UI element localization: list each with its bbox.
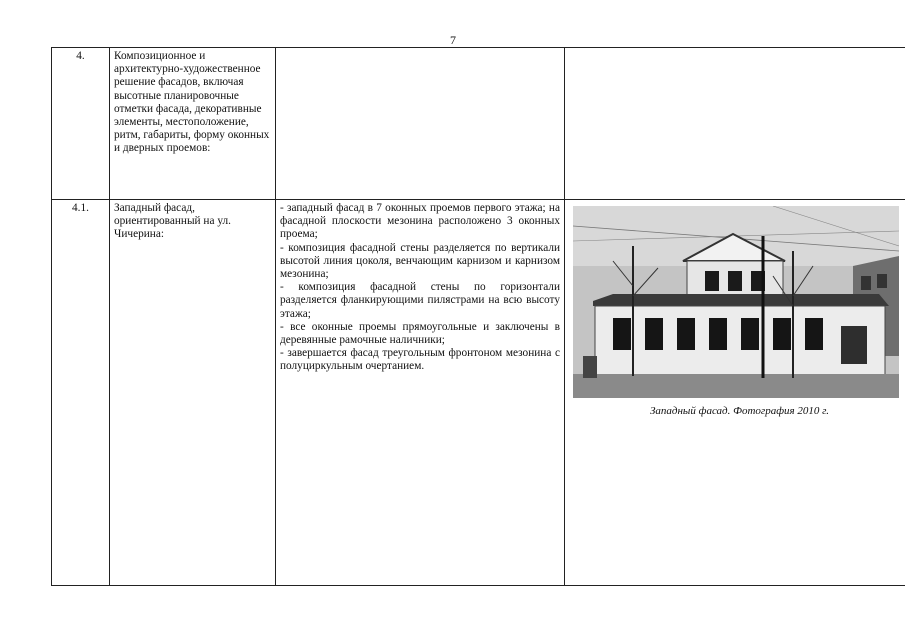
row-name: Западный фасад, ориентированный на ул. Чичерина: xyxy=(110,200,276,586)
row-name: Композиционное и архитектурно-художественное решение фасадов, включая высотные планировочные отметки фасада, декоративные элементы, местоположение, ритм, габариты, форму оконных и дверных проемов: xyxy=(110,48,276,200)
description-line: - композиция фасадной стены по горизонтали разделяется фланкирующими пилястрами на всю высоту этажа; xyxy=(280,281,560,320)
description-line: - все оконные проемы прямоугольные и заключены в деревянные рамочные наличники; xyxy=(280,320,560,347)
facade-photo-drawing xyxy=(573,206,899,398)
row-description xyxy=(276,48,565,200)
description-line: - композиция фасадной стены разделяется по вертикали высотой линия цоколя, венчающим карнизом и карнизом мезонина; xyxy=(280,241,560,281)
row-description xyxy=(276,200,565,586)
row-number: 4.1. xyxy=(52,200,110,586)
table-row xyxy=(52,200,905,586)
row-image-cell xyxy=(565,48,905,200)
description-line: - западный фасад в 7 оконных проемов первого этажа; на фасадной плоскости мезонина расположено 3 оконных проема; xyxy=(280,202,560,241)
photo-caption: Западный фасад. Фотография 2010 г. xyxy=(649,405,830,417)
table-row xyxy=(52,48,905,200)
row-number: 4. xyxy=(52,48,110,200)
page-number: 7 xyxy=(450,33,456,47)
facade-photo xyxy=(573,206,899,398)
row-image-cell xyxy=(565,200,905,586)
description-line: - завершается фасад треугольным фронтоном мезонина с полуциркульным очертанием. xyxy=(280,347,560,373)
facade-table xyxy=(51,47,905,586)
